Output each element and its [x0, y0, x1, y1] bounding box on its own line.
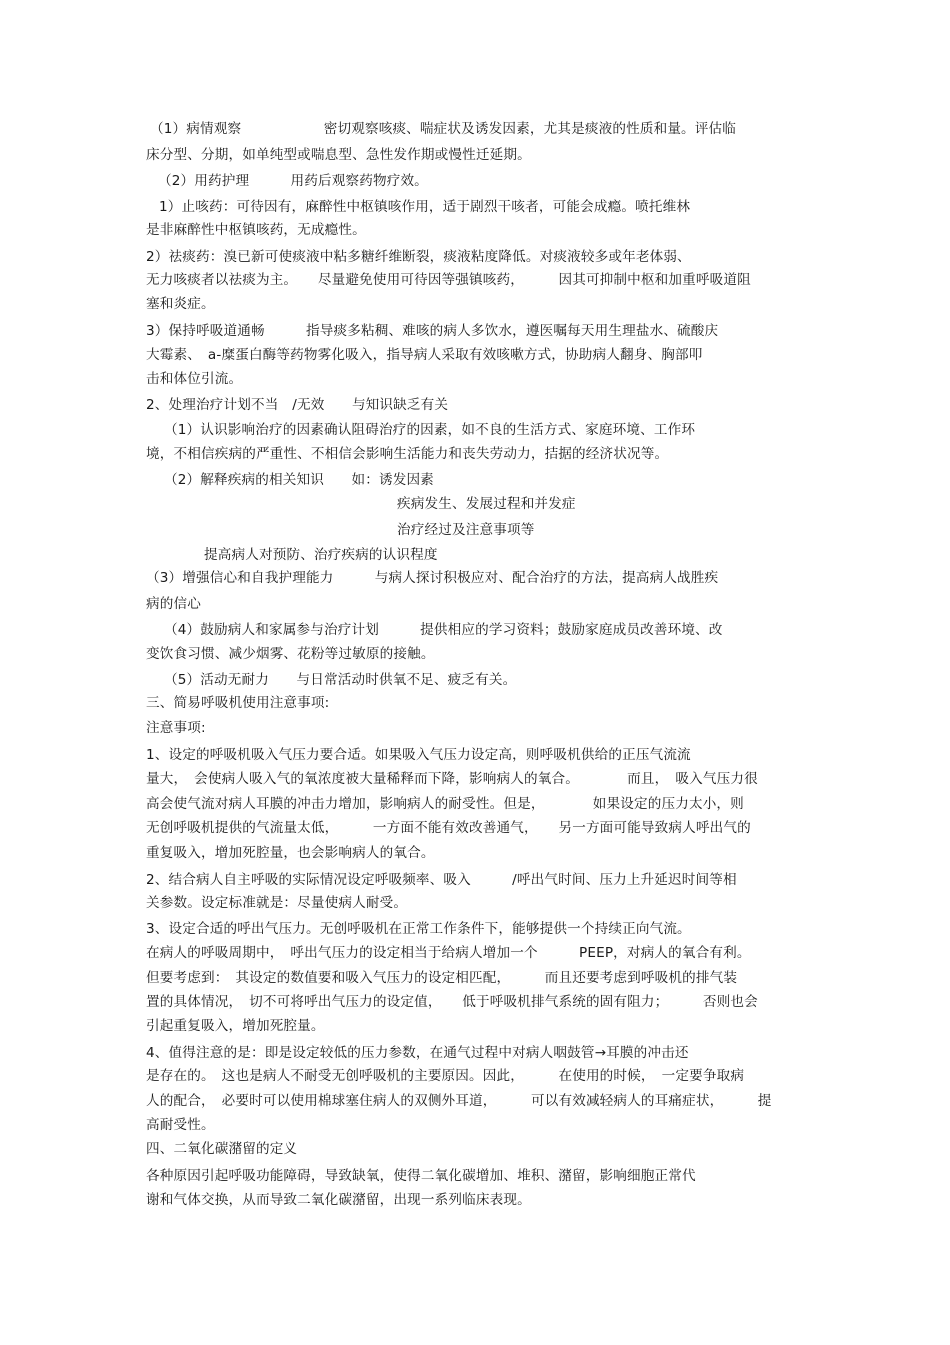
text-line: 无创呼吸机提供的气流量太低， 一方面不能有效改善通气， 另一方面可能导致病人呼出气的 [146, 820, 751, 836]
text-line: 引起重复吸入，增加死腔量。 [146, 1018, 325, 1034]
text-line: 3）保持呼吸道通畅 指导痰多粘稠、难咳的病人多饮水，遵医嘱每天用生理盐水、硫酸庆 [146, 323, 719, 339]
text-line: 变饮食习惯、减少烟雾、花粉等过敏原的接触。 [146, 646, 435, 662]
text-line: 4、值得注意的是：即是设定较低的压力参数，在通气过程中对病人咽鼓管→耳膜的冲击还 [146, 1045, 689, 1061]
text-line: 疾病发生、发展过程和并发症 [397, 496, 576, 512]
text-line: 大霉素、 a-糜蛋白酶等药物雾化吸入，指导病人采取有效咳嗽方式，协助病人翻身、胸部叩 [146, 347, 703, 363]
text-line: （3）增强信心和自我护理能力 与病人探讨积极应对、配合治疗的方法，提高病人战胜疾 [146, 570, 719, 586]
text-line: 1）止咳药：可待因有，麻醉性中枢镇咳作用，适于剧烈干咳者，可能会成瘾。喷托维林 [159, 199, 691, 215]
section-heading: 四、二氧化碳潴留的定义 [146, 1141, 298, 1157]
text-line: 是非麻醉性中枢镇咳药，无成瘾性。 [146, 222, 366, 238]
section-heading: 三、简易呼吸机使用注意事项: [146, 695, 330, 711]
text-line: 境，不相信疾病的严重性、不相信会影响生活能力和丧失劳动力，拮据的经济状况等。 [146, 446, 669, 462]
text-line: （1）病情观察 密切观察咳痰、喘症状及诱发因素，尤其是痰液的性质和量。评估临 [150, 121, 737, 137]
text-line: 关参数。设定标准就是：尽量使病人耐受。 [146, 895, 408, 911]
text-line: 治疗经过及注意事项等 [397, 522, 535, 538]
section-heading: 2、处理治疗计划不当 /无效 与知识缺乏有关 [146, 397, 449, 413]
text-line: 各种原因引起呼吸功能障碍，导致缺氧，使得二氧化碳增加、堆积、潴留，影响细胞正常代 [146, 1168, 696, 1184]
text-line: （2）用药护理 用药后观察药物疗效。 [158, 173, 428, 189]
text-line: 置的具体情况， 切不可将呼出气压力的设定值， 低于呼吸机排气系统的固有阻力； 否则也会 [146, 994, 758, 1010]
text-line: 重复吸入，增加死腔量，也会影响病人的氧合。 [146, 845, 435, 861]
text-line: 量大， 会使病人吸入气的氧浓度被大量稀释而下降，影响病人的氧合。 而且， 吸入气压力很 [146, 771, 758, 787]
text-line: （1）认识影响治疗的因素确认阻碍治疗的因素，如不良的生活方式、家庭环境、工作环 [164, 422, 696, 438]
text-line: 2、结合病人自主呼吸的实际情况设定呼吸频率、吸入 /呼出气时间、压力上升延迟时间等相 [146, 872, 737, 888]
text-line: 注意事项: [146, 720, 206, 736]
text-line: 无力咳痰者以祛痰为主。 尽量避免使用可待因等强镇咳药， 因其可抑制中枢和加重呼吸道阻 [146, 272, 751, 288]
text-line: 1、设定的呼吸机吸入气压力要合适。如果吸入气压力设定高，则呼吸机供给的正压气流流 [146, 747, 691, 763]
text-line: 在病人的呼吸周期中， 呼出气压力的设定相当于给病人增加一个 PEEP，对病人的氧合有利。 [146, 945, 751, 961]
text-line: 高会使气流对病人耳膜的冲击力增加，影响病人的耐受性。但是， 如果设定的压力太小，则 [146, 796, 744, 812]
text-line: 塞和炎症。 [146, 296, 215, 312]
text-line: 病的信心 [146, 596, 201, 612]
text-line: （2）解释疾病的相关知识 如：诱发因素 [164, 472, 434, 488]
text-line: 床分型、分期，如单纯型或喘息型、急性发作期或慢性迁延期。 [146, 147, 531, 163]
text-line: 高耐受性。 [146, 1117, 215, 1133]
text-line: 2）祛痰药：溴已新可使痰液中粘多糖纤维断裂，痰液粘度降低。对痰液较多或年老体弱、 [146, 249, 691, 265]
text-line: 谢和气体交换，从而导致二氧化碳潴留，出现一系列临床表现。 [146, 1192, 531, 1208]
text-line: （5）活动无耐力 与日常活动时供氧不足、疲乏有关。 [164, 672, 517, 688]
text-line: 人的配合， 必要时可以使用棉球塞住病人的双侧外耳道， 可以有效减轻病人的耳痛症状， 提 [146, 1093, 772, 1109]
text-line: 但要考虑到： 其设定的数值要和吸入气压力的设定相匹配， 而且还要考虑到呼吸机的排气装 [146, 970, 738, 986]
text-line: 提高病人对预防、治疗疾病的认识程度 [204, 547, 438, 563]
text-line: （4）鼓励病人和家属参与治疗计划 提供相应的学习资料；鼓励家庭成员改善环境、改 [164, 622, 723, 638]
text-line: 击和体位引流。 [146, 371, 243, 387]
text-line: 是存在的。 这也是病人不耐受无创呼吸机的主要原因。因此， 在使用的时候， 一定要争取病 [146, 1068, 745, 1084]
text-line: 3、设定合适的呼出气压力。无创呼吸机在正常工作条件下，能够提供一个持续正向气流。 [146, 921, 691, 937]
